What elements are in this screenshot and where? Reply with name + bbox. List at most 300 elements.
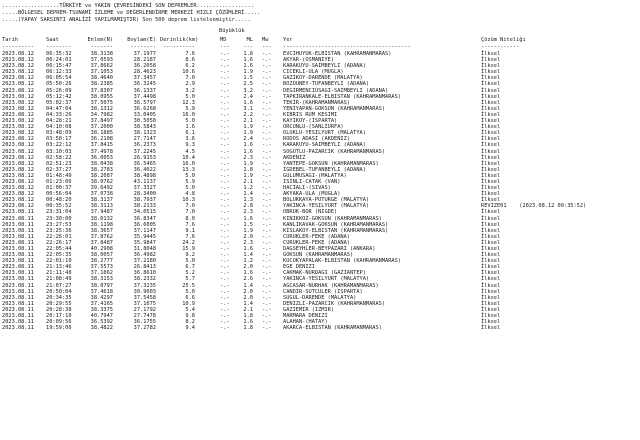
cell-time: 06:12:33 — [46, 69, 72, 76]
cell-date: 2023.08.12 — [2, 57, 34, 64]
cell-place: CICEKLI-ULA (MUGLA) — [283, 69, 344, 76]
cell-md: -.- — [220, 215, 230, 222]
cell-latitude: 39.6492 — [90, 185, 113, 192]
cell-place: KAYIKOY-(ISPARTA) — [283, 118, 338, 125]
cell-md: -.- — [220, 197, 230, 204]
cell-quality: İlksel — [481, 81, 501, 88]
cell-depth: 3.2 — [185, 87, 195, 94]
cell-place: AGCASAR-NURHAK (KAHRAMANMARAS) — [283, 282, 379, 289]
cell-ml: 2.5 — [243, 81, 253, 88]
cell-depth: 10.3 — [182, 197, 195, 204]
cell-place: DAGSEYHLER-BEYPAZARI (ANKARA) — [283, 246, 376, 252]
cell-latitude: 37.0593 — [90, 57, 113, 64]
cell-date: 2023.08.11 — [2, 319, 34, 326]
cell-time: 23:31:04 — [46, 209, 72, 216]
cell-time: 00:35:52 — [46, 203, 72, 210]
cell-md: -.- — [220, 93, 230, 100]
cell-quality: İlksel — [481, 130, 501, 137]
cell-depth: 4.5 — [185, 148, 195, 155]
cell-date: 2023.08.11 — [2, 227, 34, 234]
cell-longitude: 37.2782 — [133, 325, 156, 332]
cell-quality: İlksel — [481, 209, 501, 216]
cell-md: -.- — [220, 178, 230, 185]
cell-quality: İlksel — [481, 172, 501, 179]
cell-place: EGE DENIZI — [283, 264, 315, 271]
cell-time: 20:50:04 — [46, 288, 72, 295]
cell-ml: 1.6 — [243, 142, 253, 149]
cell-longitude: 38.4898 — [133, 172, 156, 179]
cell-depth: 10.4 — [182, 154, 195, 161]
title-line-3: .....(YAPAY SARSINTI ANALİZİ YAPILMAMIŞTIR) Son 500 deprem listelenmiştir..... — [2, 17, 251, 23]
cell-latitude: 37.9487 — [90, 209, 113, 216]
cell-latitude: 37.5573 — [90, 264, 113, 271]
cell-latitude: 38.0955 — [90, 93, 113, 100]
cell-depth: 4.8 — [185, 191, 195, 198]
cell-latitude: 38.2087 — [90, 172, 113, 179]
cell-quality: İlksel — [481, 215, 501, 222]
cell-date: 2023.08.11 — [2, 306, 34, 313]
cell-mw: -.- — [262, 124, 272, 131]
cell-latitude: 38.1885 — [90, 130, 113, 137]
cell-place: CAKMAK-NURDAGI (GAZIANTEP) — [283, 270, 366, 277]
cell-mw: -.- — [262, 215, 272, 222]
cell-ml: 1.5 — [243, 75, 253, 82]
cell-ml: 1.4 — [243, 282, 253, 289]
cell-quality: İlksel — [481, 160, 501, 167]
cell-longitude: 38.5843 — [133, 124, 156, 131]
cell-date: 2023.08.12 — [2, 81, 34, 88]
cell-ml: 2.0 — [243, 288, 253, 295]
cell-latitude: 38.3138 — [90, 51, 113, 57]
cell-depth: 3.6 — [185, 136, 195, 143]
cell-date: 2023.08.12 — [2, 197, 34, 204]
cell-longitude: 35.9847 — [133, 239, 156, 246]
cell-latitude: 38.0797 — [90, 282, 113, 289]
cell-ml: 1.6 — [243, 270, 253, 277]
col-header-time: Saat — [46, 37, 59, 43]
cell-mw: -.- — [262, 294, 272, 301]
cell-ml: 1.6 — [243, 63, 253, 70]
cell-latitude: 36.0053 — [90, 154, 113, 161]
cell-mw: -.- — [262, 69, 272, 76]
cell-quality: İlksel — [481, 294, 501, 301]
cell-mw: -.- — [262, 81, 272, 88]
divider-md: --- — [220, 44, 230, 50]
cell-depth: 16.0 — [182, 160, 195, 167]
cell-latitude: 37.2000 — [90, 124, 113, 131]
cell-ml: 2.2 — [243, 111, 253, 118]
cell-date: 2023.08.11 — [2, 252, 34, 259]
cell-place: BOZOUNEY-TUFANBEYLI (ADANA) — [283, 81, 370, 88]
cell-time: 02:58:22 — [46, 154, 72, 161]
cell-longitude: 36.2058 — [133, 63, 156, 70]
cell-depth: 5.0 — [185, 288, 195, 295]
cell-md: -.- — [220, 136, 230, 143]
cell-date: 2023.08.12 — [2, 148, 34, 155]
cell-date: 2023.08.12 — [2, 203, 34, 210]
cell-latitude: 36.5392 — [90, 319, 113, 326]
cell-md: -.- — [220, 148, 230, 155]
cell-place: BOLUKKAYA-PUTURGE (MALATYA) — [283, 197, 370, 204]
cell-place: YENIYAPAN-GOKSUN (KAHRAMANMARAS) — [283, 105, 386, 112]
cell-date: 2023.08.12 — [2, 87, 34, 94]
cell-longitude: 43.1137 — [133, 178, 156, 185]
cell-longitude: 37.4498 — [133, 93, 156, 100]
cell-longitude: 36.4982 — [133, 252, 156, 259]
cell-quality: İlksel — [481, 166, 501, 173]
cell-ml: 2.1 — [243, 178, 253, 185]
cell-depth: 13.3 — [182, 166, 195, 173]
cell-ml: 2.4 — [243, 93, 253, 100]
cell-md: -.- — [220, 276, 230, 283]
cell-place: GULUMUSAGI-(MALATYA) — [283, 172, 347, 179]
cell-place: KISLAKOY-ELBISTAN (KAHRAMANMARAS) — [283, 227, 389, 234]
cell-mw: -.- — [262, 111, 272, 118]
cell-depth: 7.6 — [185, 221, 195, 228]
cell-ml: 2.1 — [243, 118, 253, 125]
cell-longitude: 31.8048 — [133, 246, 156, 252]
cell-ml: 1.4 — [243, 300, 253, 307]
cell-depth: 7.6 — [185, 51, 195, 57]
cell-date: 2023.08.12 — [2, 178, 34, 185]
cell-depth: 25.5 — [182, 282, 195, 289]
cell-time: 01:23:06 — [46, 178, 72, 185]
col-header-latitude: Enlem(N) — [87, 37, 113, 43]
cell-ml: 2.1 — [243, 306, 253, 313]
cell-quality: İlksel — [481, 136, 501, 143]
cell-depth: 7.0 — [185, 75, 195, 82]
cell-quality: İlksel — [481, 239, 501, 246]
cell-md: -.- — [220, 282, 230, 289]
cell-md: -.- — [220, 246, 230, 252]
cell-quality: İlksel — [481, 185, 501, 192]
cell-mw: -.- — [262, 178, 272, 185]
cell-depth: 7.6 — [185, 233, 195, 240]
cell-date: 2023.08.12 — [2, 99, 34, 106]
cell-longitude: 28.3400 — [133, 191, 156, 198]
cell-longitude: 36.5465 — [133, 160, 156, 167]
cell-quality: İlksel — [481, 154, 501, 161]
cell-latitude: 37.1053 — [90, 69, 113, 76]
cell-mw: -.- — [262, 105, 272, 112]
cell-md: -.- — [220, 142, 230, 149]
cell-date: 2023.08.12 — [2, 111, 34, 118]
col-header-ml: ML — [246, 37, 253, 43]
cell-date: 2023.08.11 — [2, 276, 34, 283]
cell-place: CURUKLER-FEKE (ADANA) — [283, 233, 350, 240]
cell-ml: 1.6 — [243, 148, 253, 155]
cell-place: GAZIEMIR (IZMIR) — [283, 306, 335, 313]
cell-mw: -.- — [262, 185, 272, 192]
cell-place: YANTEPE-GOKSUN (KAHRAMANMARAS) — [283, 160, 379, 167]
cell-latitude: 38.2783 — [90, 166, 113, 173]
cell-ml: 1.8 — [243, 51, 253, 57]
cell-place: OBRUK-BOR (NIGDE) — [283, 209, 338, 216]
cell-depth: 9.3 — [185, 142, 195, 149]
cell-mw: -.- — [262, 203, 272, 210]
cell-mw: -.- — [262, 221, 272, 228]
cell-time: 20:28:38 — [46, 306, 72, 313]
cell-ml: 1.2 — [243, 258, 253, 265]
cell-time: 03:10:03 — [46, 148, 72, 155]
cell-depth: 8.6 — [185, 57, 195, 64]
cell-quality: İlksel — [481, 325, 501, 332]
cell-mw: -.- — [262, 57, 272, 64]
cell-place: DENIZLI-PAZARCIK (KAHRAMANMARAS) — [283, 300, 386, 307]
cell-latitude: 38.0762 — [90, 178, 113, 185]
cell-longitude: 37.5458 — [133, 294, 156, 301]
cell-ml: 1.3 — [243, 197, 253, 204]
cell-place: YAKINCA-YESILYURT (MALATYA) — [283, 203, 370, 210]
cell-longitude: 27.7147 — [133, 136, 156, 143]
cell-ml: 1.9 — [243, 69, 253, 76]
cell-md: -.- — [220, 69, 230, 76]
cell-longitude: 38.7937 — [133, 197, 156, 204]
cell-ml: 1.5 — [243, 221, 253, 228]
cell-longitude: 37.2180 — [133, 258, 156, 265]
cell-depth: 5.0 — [185, 118, 195, 125]
cell-longitude: 37.2245 — [133, 148, 156, 155]
cell-place: IGDEBEL-TUFANBEYLI (ADANA) — [283, 166, 366, 173]
cell-quality: İlksel — [481, 300, 501, 307]
cell-ml: 1.9 — [243, 227, 253, 234]
cell-ml: 1.9 — [243, 172, 253, 179]
cell-latitude: 38.3113 — [90, 203, 113, 210]
cell-quality: İlksel — [481, 246, 501, 252]
cell-ml: 1.6 — [243, 215, 253, 222]
cell-longitude: 36.8347 — [133, 215, 156, 222]
cell-depth: 6.2 — [185, 63, 195, 70]
cell-mw: -.- — [262, 270, 272, 277]
cell-latitude: 37.8662 — [90, 63, 113, 70]
cell-quality: İlksel — [481, 288, 501, 295]
cell-place: KARAKUYU-SAIMBEYLI (ADANA) — [283, 63, 366, 70]
cell-ml: 1.6 — [243, 319, 253, 326]
cell-place: DEGIRMENCIUSAGI-SAIMBEYLI (ADANA) — [283, 87, 389, 94]
cell-depth: 1.6 — [185, 124, 195, 131]
cell-mw: -.- — [262, 276, 272, 283]
cell-depth: 5.0 — [185, 185, 195, 192]
cell-time: 04:10:08 — [46, 124, 72, 131]
cell-latitude: 38.0057 — [90, 252, 113, 259]
cell-mw: -.- — [262, 264, 272, 271]
cell-date: 2023.08.11 — [2, 282, 34, 289]
cell-date: 2023.08.12 — [2, 166, 34, 173]
cell-mw: -.- — [262, 252, 272, 259]
cell-depth: 6.7 — [185, 264, 195, 271]
cell-time: 20:34:35 — [46, 294, 72, 301]
cell-ml: 1.8 — [243, 325, 253, 332]
cell-longitude: 36.5797 — [133, 99, 156, 106]
cell-latitude: 37.0738 — [90, 191, 113, 198]
cell-date: 2023.08.11 — [2, 246, 34, 252]
cell-depth: 5.9 — [185, 105, 195, 112]
cell-depth: 15.9 — [182, 246, 195, 252]
col-header-date: Tarih — [2, 37, 18, 43]
cell-latitude: 38.2385 — [90, 81, 113, 88]
cell-md: -.- — [220, 252, 230, 259]
cell-quality: İlksel — [481, 197, 501, 204]
cell-time: 05:02:37 — [46, 99, 72, 106]
cell-mw: -.- — [262, 118, 272, 125]
cell-md: -.- — [220, 227, 230, 234]
cell-mw: -.- — [262, 319, 272, 326]
col-header-md: MD — [220, 37, 227, 43]
magnitude-group-label: Büyüklük — [219, 28, 245, 34]
cell-time: 21:13:46 — [46, 264, 72, 271]
col-header-depth: Derinlik(km) — [160, 37, 199, 43]
cell-latitude: 38.3657 — [90, 227, 113, 234]
divider-latitude: ------- — [90, 44, 113, 50]
cell-mw: -.- — [262, 306, 272, 313]
cell-quality: İlksel — [481, 57, 501, 64]
cell-time: 23:25:36 — [46, 227, 72, 234]
divider-depth: ---------- — [163, 44, 195, 50]
cell-date: 2023.08.11 — [2, 294, 34, 301]
cell-longitude: 34.0515 — [133, 209, 156, 216]
divider-date: ---------- — [2, 44, 34, 50]
cell-latitude: 38.0438 — [90, 160, 113, 167]
cell-time: 02:37:27 — [46, 166, 72, 173]
cell-time: 20:09:56 — [46, 319, 72, 326]
cell-quality: İlksel — [481, 178, 501, 185]
cell-depth: 5.0 — [185, 93, 195, 100]
cell-latitude: 38.3375 — [90, 306, 113, 313]
cell-place: KARAKUYU-SAIMBEYLI (ADANA) — [283, 142, 366, 149]
cell-md: -.- — [220, 191, 230, 198]
cell-latitude: 38.3137 — [90, 197, 113, 204]
cell-place: KUCUKYAPALAK-ELBISTAN (KAHRAMANMARAS) — [283, 258, 401, 265]
cell-md: -.- — [220, 111, 230, 118]
cell-mw: -.- — [262, 136, 272, 143]
cell-ml: 2.4 — [243, 136, 253, 143]
cell-depth: 5.7 — [185, 276, 195, 283]
cell-time: 05:26:09 — [46, 87, 72, 94]
cell-md: -.- — [220, 306, 230, 313]
cell-date: 2023.08.12 — [2, 191, 34, 198]
cell-place: YAKINCA-YESILYURT (MALATYA) — [283, 276, 370, 283]
divider-mw: --- — [262, 44, 272, 50]
cell-time: 23:27:53 — [46, 221, 72, 228]
cell-date: 2023.08.12 — [2, 75, 34, 82]
cell-mw: -.- — [262, 191, 272, 198]
cell-mw: -.- — [262, 75, 272, 82]
cell-place: GAZIKOY-DARENDE (MALATYA) — [283, 75, 363, 82]
cell-time: 03:48:09 — [46, 130, 72, 137]
column-divider-row — [0, 44, 640, 50]
cell-md: -.- — [220, 325, 230, 332]
cell-longitude: 37.1147 — [133, 227, 156, 234]
cell-longitude: 38.2332 — [133, 276, 156, 283]
cell-quality: İlksel — [481, 227, 501, 234]
cell-latitude: 38.0132 — [90, 215, 113, 222]
cell-md: -.- — [220, 294, 230, 301]
cell-time: 06:35:32 — [46, 51, 72, 57]
cell-depth: 6.6 — [185, 294, 195, 301]
cell-ml: 3.1 — [243, 105, 253, 112]
cell-ml: 1.9 — [243, 130, 253, 137]
cell-longitude: 28.4623 — [133, 69, 156, 76]
cell-ml: 2.6 — [243, 276, 253, 283]
cell-depth: 7.0 — [185, 203, 195, 210]
cell-longitude: 27.7478 — [133, 313, 156, 320]
cell-md: -.- — [220, 172, 230, 179]
cell-mw: -.- — [262, 99, 272, 106]
cell-longitude: 36.1755 — [133, 319, 156, 326]
cell-md: -.- — [220, 221, 230, 228]
cell-quality: İlksel — [481, 99, 501, 106]
cell-ml: 2.3 — [243, 209, 253, 216]
cell-ml: 1.8 — [243, 166, 253, 173]
divider-time: -------- — [46, 44, 72, 50]
cell-date: 2023.08.12 — [2, 172, 34, 179]
cell-time: 19:59:06 — [46, 325, 72, 332]
cell-longitude: 37.3235 — [133, 282, 156, 289]
cell-ml: 3.2 — [243, 87, 253, 94]
cell-longitude: 38.1323 — [133, 130, 156, 137]
cell-date: 2023.08.12 — [2, 63, 34, 70]
cell-time: 03:22:12 — [46, 142, 72, 149]
cell-latitude: 38.4822 — [90, 325, 113, 332]
cell-quality: İlksel — [481, 148, 501, 155]
cell-place: RODOS ADASI (AKDENIZ) — [283, 136, 350, 143]
cell-longitude: 36.2373 — [133, 142, 156, 149]
cell-quality: İlksel — [481, 93, 501, 100]
cell-ml: 1.9 — [243, 124, 253, 131]
cell-md: -.- — [220, 270, 230, 277]
cell-md: -.- — [220, 203, 230, 210]
cell-date: 2023.08.11 — [2, 221, 34, 228]
cell-md: -.- — [220, 118, 230, 125]
cell-quality: İlksel — [481, 87, 501, 94]
cell-mw: -.- — [262, 160, 272, 167]
cell-latitude: 38.1198 — [90, 221, 113, 228]
cell-md: -.- — [220, 239, 230, 246]
cell-date: 2023.08.11 — [2, 270, 34, 277]
cell-place: KIBRIS RUM KESIMI — [283, 111, 338, 118]
cell-longitude: 26.9153 — [133, 154, 156, 161]
cell-date: 2023.08.11 — [2, 258, 34, 265]
cell-mw: -.- — [262, 130, 272, 137]
cell-time: 01:48:49 — [46, 172, 72, 179]
cell-place: AKDENIZ — [283, 154, 306, 161]
divider-longitude: -------- — [130, 44, 156, 50]
divider-ml: --- — [243, 44, 253, 50]
cell-date: 2023.08.11 — [2, 233, 34, 240]
cell-place: KINIKKOZ-GOKSUN (KAHRAMANMARAS) — [283, 215, 382, 222]
earthquake-rows — [0, 51, 640, 331]
cell-time: 00:56:04 — [46, 191, 72, 198]
cell-time: 04:47:04 — [46, 105, 72, 112]
cell-ml: 1.2 — [243, 185, 253, 192]
cell-quality: İlksel — [481, 270, 501, 277]
cell-md: -.- — [220, 63, 230, 70]
cell-mw: -.- — [262, 300, 272, 307]
cell-date: 2023.08.12 — [2, 118, 34, 125]
cell-date: 2023.08.12 — [2, 154, 34, 161]
cell-quality: İlksel — [481, 258, 501, 265]
cell-date: 2023.08.12 — [2, 160, 34, 167]
cell-mw: -.- — [262, 227, 272, 234]
cell-date: 2023.08.11 — [2, 288, 34, 295]
cell-md: -.- — [220, 51, 230, 57]
cell-depth: 5.4 — [185, 306, 195, 313]
cell-md: -.- — [220, 288, 230, 295]
cell-depth: 5.0 — [185, 258, 195, 265]
cell-place: AKYAR-(OSMANIYE) — [283, 57, 335, 64]
cell-depth: 9.1 — [185, 227, 195, 234]
cell-time: 02:51:23 — [46, 160, 72, 167]
